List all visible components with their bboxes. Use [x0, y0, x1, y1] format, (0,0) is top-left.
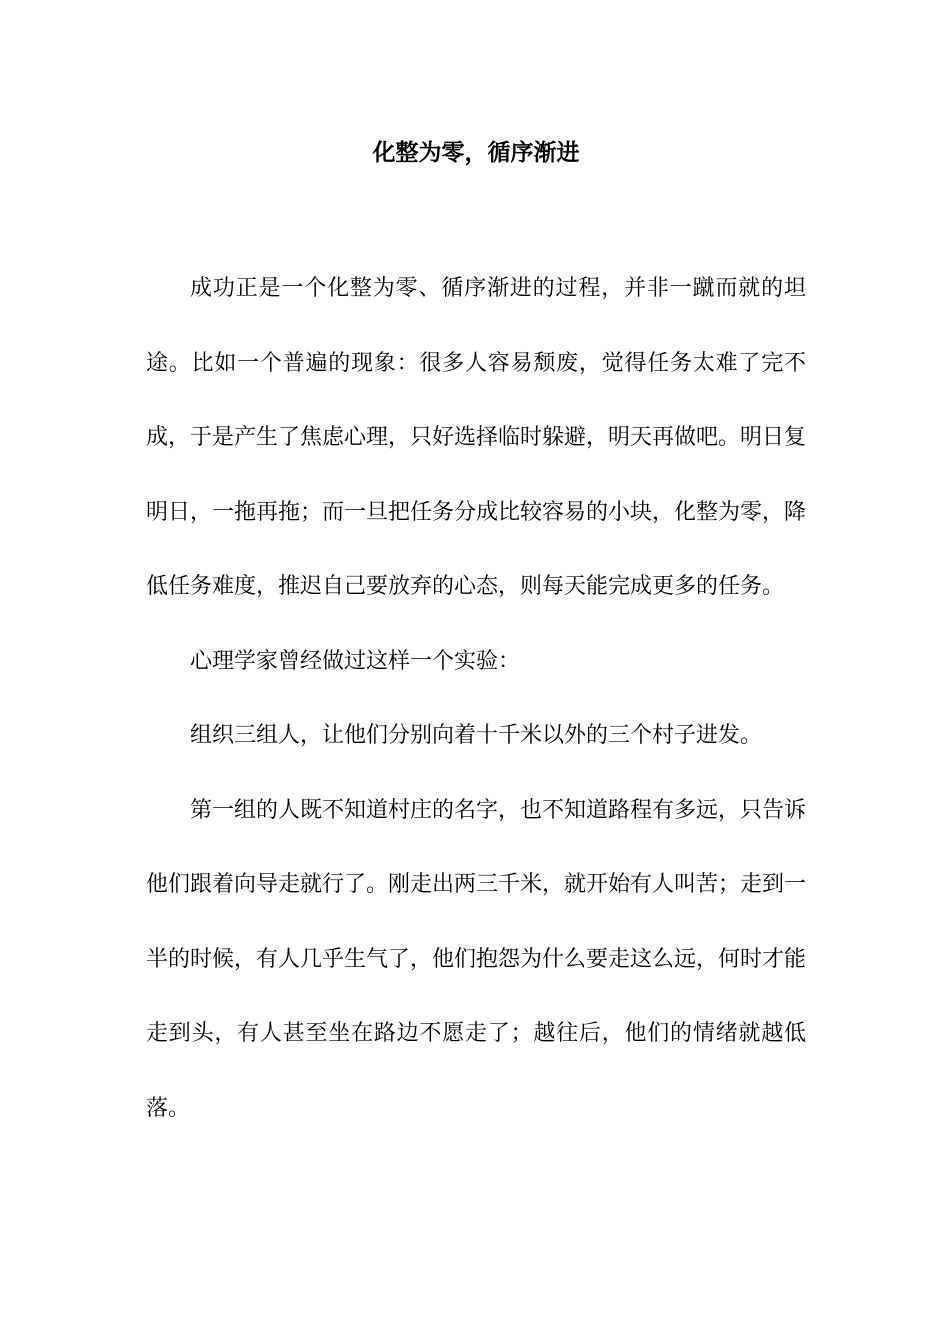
paragraph-4: 第一组的人既不知道村庄的名字，也不知道路程有多远，只告诉他们跟着向导走就行了。刚走出两三千米，就开始有人叫苦；走到一半的时候，有人几乎生气了，他们抱怨为什么要走这么远，何时才能走到头，有人甚至坐在路边不愿走了；越往后，他们的情绪就越低落。 — [146, 797, 807, 1121]
paragraph-1: 成功正是一个化整为零、循序渐进的过程，并非一蹴而就的坦途。比如一个普遍的现象：很多人容易颓废，觉得任务太难了完不成，于是产生了焦虑心理，只好选择临时躲避，明天再做吧。明日复明日，一拖再拖；而一旦把任务分成比较容易的小块，化整为零，降低任务难度，推迟自己要放弃的心态，则每天能完成更多的任务。 — [146, 276, 807, 599]
paragraph-3: 组织三组人，让他们分别向着十千米以外的三个村子进发。 — [190, 723, 763, 748]
paragraph-2: 心理学家曾经做过这样一个实验： — [190, 648, 521, 674]
document-page — [146, 0, 806, 1344]
document-title: 化整为零，循序渐进 — [372, 139, 580, 166]
document-body — [146, 252, 806, 1146]
